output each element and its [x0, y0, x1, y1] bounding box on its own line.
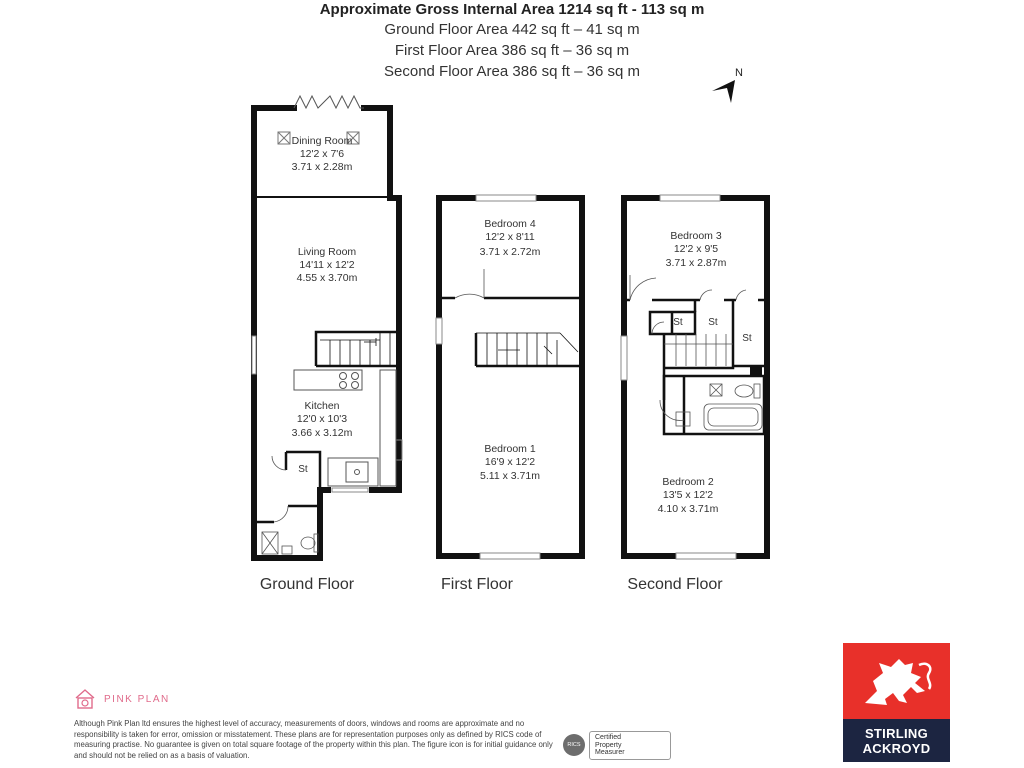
bedroom3-imperial: 12'2 x 9'5 [673, 243, 719, 255]
bedroom3-name: Bedroom 3 [670, 230, 722, 242]
griffin-icon [843, 643, 950, 719]
kitchen-name: Kitchen [304, 400, 340, 412]
second-floor-label: Second Floor [627, 576, 723, 593]
north-label: N [735, 67, 743, 79]
bedroom4-metric: 3.71 x 2.72m [479, 246, 541, 258]
rics-line-1: Certified [595, 734, 622, 741]
logo-line-2: ACKROYD [862, 741, 931, 756]
second-store1-label: St [673, 317, 683, 328]
logo-line-1: STIRLING [864, 726, 929, 741]
bedroom4-name: Bedroom 4 [484, 218, 536, 230]
bedroom1-name: Bedroom 1 [484, 443, 536, 455]
dining-room-name: Dining Room [291, 135, 353, 147]
area-title: Approximate Gross Internal Area 1214 sq ft - 113 sq m [319, 1, 705, 18]
bedroom1-imperial: 16'9 x 12'2 [484, 456, 536, 468]
rics-certification [563, 731, 671, 760]
second-floor-area: Second Floor Area 386 sq ft – 36 sq m [384, 63, 640, 80]
pink-plan-brand [74, 688, 170, 710]
ground-store-label: St [298, 464, 308, 475]
pink-plan-brand-name: PINK PLAN [104, 693, 170, 705]
dining-room-metric: 3.71 x 2.28m [291, 161, 353, 173]
living-room-metric: 4.55 x 3.70m [296, 272, 358, 284]
ground-floor-plan [252, 96, 402, 593]
first-floor-plan [436, 195, 582, 593]
living-room-imperial: 14'11 x 12'2 [299, 259, 355, 271]
second-store3-label: St [742, 333, 752, 344]
first-floor-label: First Floor [441, 576, 513, 593]
kitchen-imperial: 12'0 x 10'3 [296, 413, 348, 425]
logo-wordmark [843, 719, 950, 762]
bedroom2-imperial: 13'5 x 12'2 [662, 489, 714, 501]
pink-plan-logo-icon [74, 688, 96, 710]
bedroom2-name: Bedroom 2 [662, 476, 714, 488]
rics-line-2: Property [595, 741, 622, 749]
rics-badge-icon: RICS [563, 734, 585, 756]
second-floor-plan [621, 195, 767, 593]
living-room-name: Living Room [297, 246, 357, 258]
ground-floor-label: Ground Floor [259, 576, 355, 593]
first-floor-area: First Floor Area 386 sq ft – 36 sq m [394, 42, 630, 59]
second-store2-label: St [708, 317, 718, 328]
rics-certified-box [589, 731, 671, 760]
north-arrow-icon [712, 67, 743, 103]
bedroom3-metric: 3.71 x 2.87m [665, 257, 727, 269]
disclaimer-text: Although Pink Plan ltd ensures the highest level of accuracy, measurements of doors, windows and rooms are approximate and no responsibility is taken for error, omission or misstatement. These plans are for representation purposes only as defined by RICS code of measuring practise. No guarantee is given on total square footage of the property within this plan. The figure icon is for initial guidance only and should not be relied on as a basis of valuation. [74, 719, 553, 760]
rics-line-3: Measurer [595, 749, 625, 756]
bedroom1-metric: 5.11 x 3.71m [480, 470, 540, 482]
bedroom2-metric: 4.10 x 3.71m [657, 503, 719, 515]
ground-floor-area: Ground Floor Area 442 sq ft – 41 sq m [384, 21, 640, 38]
bedroom4-imperial: 12'2 x 8'11 [485, 231, 535, 243]
dining-room-imperial: 12'2 x 7'6 [299, 148, 345, 160]
stirling-ackroyd-logo [843, 643, 950, 762]
logo-emblem [843, 643, 950, 719]
kitchen-metric: 3.66 x 3.12m [291, 427, 353, 439]
